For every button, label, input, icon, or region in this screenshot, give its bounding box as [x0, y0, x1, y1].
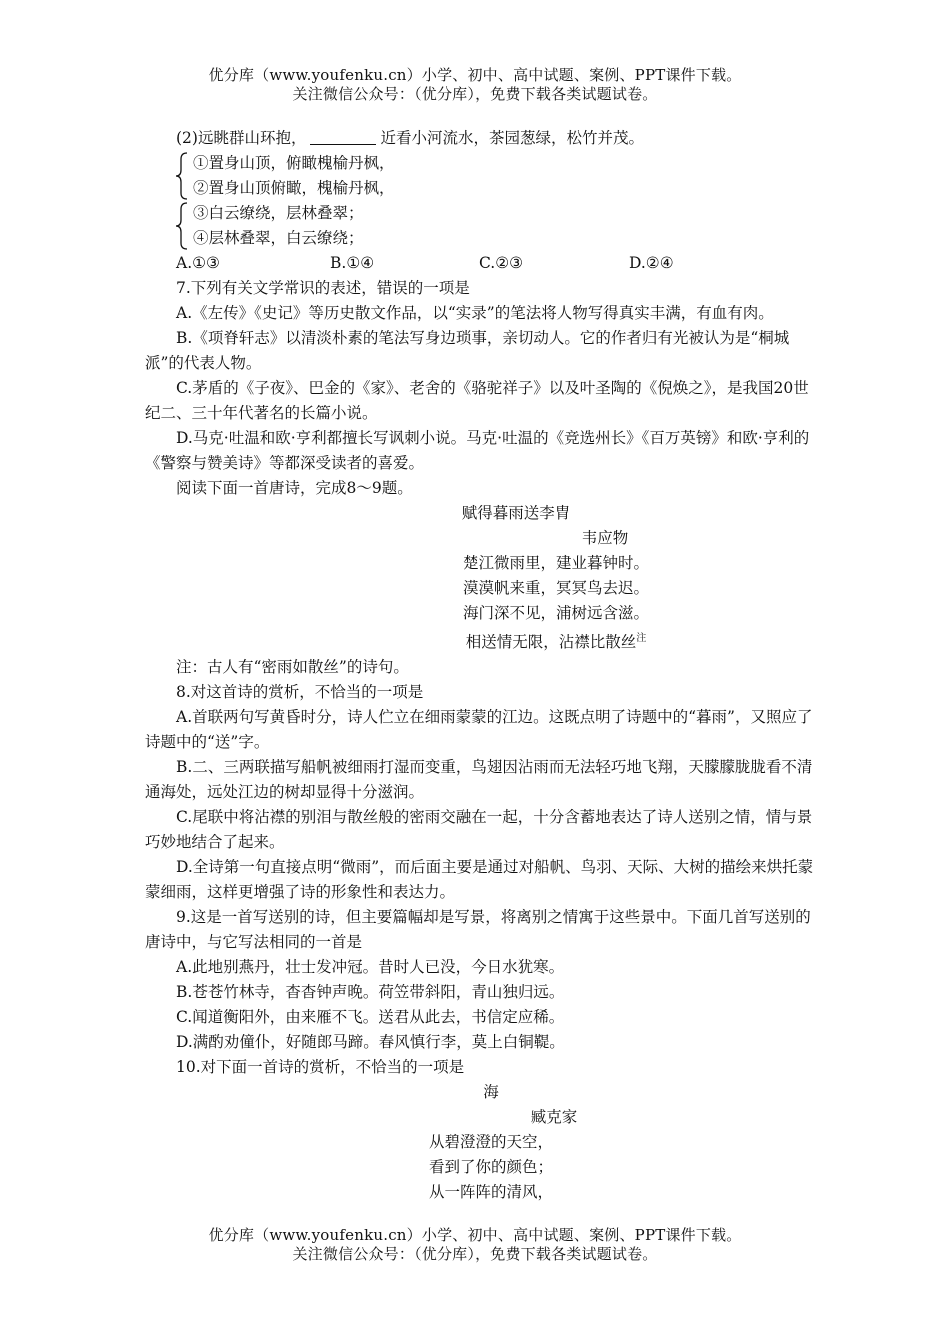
q9-option-a: A.此地别燕丹，壮士发冲冠。昔时人已没，今日水犹寒。 — [176, 958, 565, 976]
poem-line: 楚江微雨里，建业暮钟时。 — [462, 554, 649, 572]
q9-option-c: C.闻道衡阳外，由来雁不飞。送君从此去，书信定应稀。 — [176, 1008, 565, 1026]
q8-option-c: C.尾联中将沾襟的别泪与散丝般的密雨交融在一起，十分含蓄地表达了诗人送别之情，情与景巧妙地结合了起来。 — [145, 808, 813, 851]
poem-note: 注：古人有“密雨如散丝”的诗句。 — [176, 658, 409, 676]
q6-option-c: C.②③ — [479, 254, 524, 272]
poem-line — [145, 626, 817, 655]
left-brace-icon — [175, 202, 189, 250]
q6-choice-2: ②置身山顶俯瞰，槐榆丹枫， — [193, 179, 395, 197]
q10-poem-title: 海 — [483, 1083, 499, 1101]
q6-choice-3: ③白云缭绕，层林叠翠； — [193, 204, 364, 222]
q10-stem: 10.对下面一首诗的赏析，不恰当的一项是 — [176, 1058, 465, 1076]
q8-option-d: D.全诗第一句直接点明“微雨”，而后面主要是通过对船帆、鸟羽、天际、大树的描绘来烘托蒙蒙细雨，这样更增强了诗的形象性和表达力。 — [145, 858, 814, 901]
q7-option-d: D.马克·吐温和欧·亨利都擅长写讽刺小说。马克·吐温的《竞选州长》《百万英镑》和欧·亨利的《警察与赞美诗》等都深受读者的喜爱。 — [145, 429, 810, 472]
q7-option-c: C.茅盾的《子夜》、巴金的《家》、老舍的《骆驼祥子》以及叶圣陶的《倪焕之》，是我国20世纪二、三十年代著名的长篇小说。 — [145, 379, 809, 422]
poem-line: 漠漠帆来重，冥冥鸟去迟。 — [462, 579, 649, 597]
q6-stem-after: 近看小河流水，茶园葱绿，松竹并茂。 — [380, 129, 644, 147]
q6-stem-before: (2)远眺群山环抱， — [176, 129, 307, 147]
poem-author: 韦应物 — [581, 529, 629, 547]
poem-line: 海门深不见，浦树远含滋。 — [462, 604, 649, 622]
q6-choice-group-2 — [145, 201, 817, 251]
q6-choice-4: ④层林叠翠，白云缭绕； — [193, 229, 364, 247]
page-footer — [0, 1226, 950, 1264]
header-line-2: 关注微信公众号：（优分库），免费下载各类试题试卷。 — [292, 85, 658, 103]
q9-option-b: B.苍苍竹林寺，杳杳钟声晚。荷笠带斜阳，青山独归远。 — [176, 983, 565, 1001]
q9-stem: 9.这是一首写送别的诗，但主要篇幅却是写景，将离别之情寓于这些景中。下面几首写送别的唐诗中，与它写法相同的一首是 — [145, 908, 811, 951]
footnote-marker: 注 — [636, 633, 647, 644]
q6-option-b: B.①④ — [330, 254, 375, 272]
q6-choice-group-1 — [145, 151, 817, 201]
q10-poem-line: 从一阵阵的清风， — [428, 1183, 553, 1201]
header-line-1: 优分库（www.youfenku.cn）小学、初中、高中试题、案例、PPT课件下载。 — [208, 66, 742, 84]
q6-choice-1: ①置身山顶，俯瞰槐榆丹枫， — [193, 154, 395, 172]
poem-line-text: 相送情无限，沾襟比散丝 — [465, 633, 637, 651]
left-brace-icon — [175, 152, 189, 200]
q9-option-d: D.满酌劝僮仆，好随郎马蹄。春风慎行李，莫上白铜鞮。 — [176, 1033, 565, 1051]
q10-poem-line: 从碧澄澄的天空， — [428, 1133, 553, 1151]
answer-blank — [310, 129, 376, 145]
q7-option-a: A.《左传》《史记》等历史散文作品，以“实录”的笔法将人物写得真实丰满，有血有肉。 — [176, 304, 774, 322]
q6-option-a: A.①③ — [176, 254, 220, 272]
poem-title: 赋得暮雨送李胄 — [461, 504, 571, 522]
q6-option-d: D.②④ — [629, 254, 674, 272]
document-body — [145, 126, 817, 1205]
footer-line-2: 关注微信公众号：（优分库），免费下载各类试题试卷。 — [292, 1245, 658, 1263]
q10-poem-line: 看到了你的颜色； — [428, 1158, 553, 1176]
q6-part2-stem — [145, 126, 817, 151]
reading-intro: 阅读下面一首唐诗，完成8～9题。 — [176, 479, 413, 497]
q7-stem: 7.下列有关文学常识的表述，错误的一项是 — [176, 279, 470, 297]
footer-line-1: 优分库（www.youfenku.cn）小学、初中、高中试题、案例、PPT课件下载。 — [208, 1226, 742, 1244]
q7-option-b: B.《项脊轩志》以清淡朴素的笔法写身边琐事，亲切动人。它的作者归有光被认为是“桐城派”的代表人物。 — [145, 329, 790, 372]
q8-option-b: B.二、三两联描写船帆被细雨打湿而变重，鸟翅因沾雨而无法轻巧地飞翔，天朦朦胧胧看不清通海处，远处江边的树却显得十分滋润。 — [145, 758, 813, 801]
q10-poem-author: 臧克家 — [530, 1108, 578, 1126]
page-header — [0, 66, 950, 104]
q6-options — [145, 251, 817, 276]
q8-option-a: A.首联两句写黄昏时分，诗人伫立在细雨蒙蒙的江边。这既点明了诗题中的“暮雨”，又照应了诗题中的“送”字。 — [145, 708, 813, 751]
q8-stem: 8.对这首诗的赏析，不恰当的一项是 — [176, 683, 424, 701]
